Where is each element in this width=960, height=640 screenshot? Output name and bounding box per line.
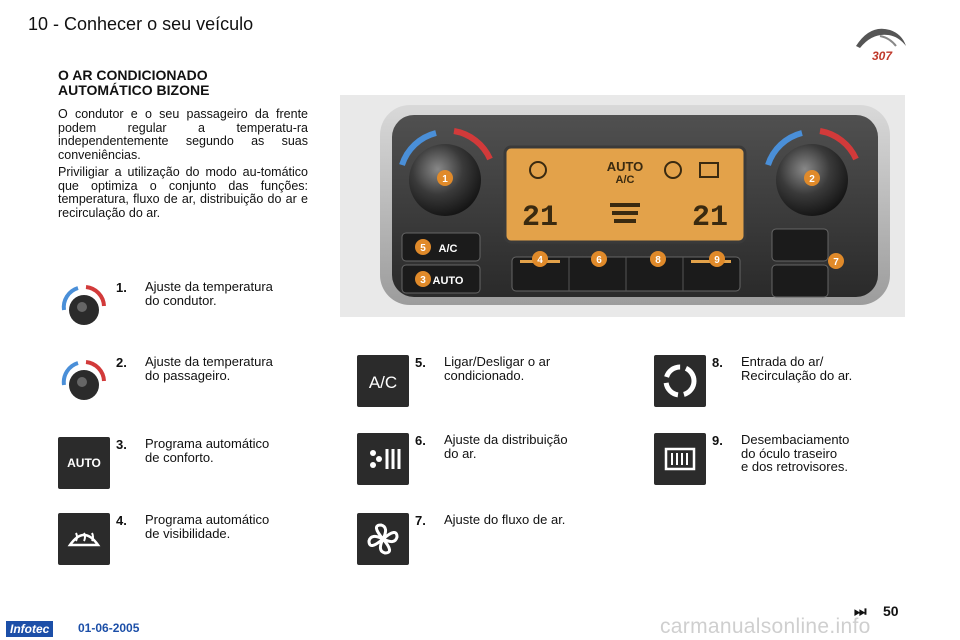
legend-item-2 — [58, 355, 348, 415]
rear-demist-icon — [654, 433, 706, 485]
svg-text:A/C: A/C — [615, 174, 635, 186]
svg-text:AUTO: AUTO — [432, 275, 464, 287]
watermark: carmanualsonline.info — [660, 615, 871, 638]
fan-icon — [357, 513, 409, 565]
item-text: Ajuste do fluxo de ar. — [444, 512, 566, 527]
ac-button-icon — [357, 355, 409, 407]
item-text: Entrada do ar/ Recirculação do ar. — [741, 354, 853, 383]
next-page-icon[interactable]: ⏭ — [854, 603, 867, 619]
item-number: 2. — [116, 355, 127, 370]
item-text: Ligar/Desligar o ar condicionado. — [444, 354, 551, 383]
legend-item-5 — [357, 355, 647, 415]
svg-text:7: 7 — [833, 257, 839, 268]
item-number: 3. — [116, 437, 127, 452]
item-text: Desembaciamento do óculo traseiro e dos retrovisores. — [741, 432, 850, 474]
item-number: 7. — [415, 513, 426, 528]
svg-text:AUTO: AUTO — [606, 159, 644, 174]
item-text: Ajuste da temperatura do condutor. — [145, 279, 273, 308]
print-date: 01-06-2005 — [78, 621, 140, 635]
svg-text:21: 21 — [521, 201, 559, 235]
item-text: Programa automático de conforto. — [145, 436, 270, 465]
svg-text:4: 4 — [537, 255, 543, 266]
legend-item-9 — [654, 433, 944, 493]
page-header-title: 10 - Conhecer o seu veículo — [28, 14, 254, 34]
section-title — [58, 68, 308, 98]
svg-text:A/C: A/C — [438, 243, 458, 255]
legend-item-6 — [357, 433, 647, 493]
svg-text:AUTO: AUTO — [67, 456, 101, 470]
svg-text:6: 6 — [596, 255, 602, 266]
svg-text:1: 1 — [442, 174, 448, 185]
air-distribution-icon — [357, 433, 409, 485]
section-title-line1: O AR CONDICIONADO — [58, 67, 208, 83]
section-title-line2: AUTOMÁTICO BIZONE — [58, 82, 210, 98]
temperature-knob-icon — [58, 280, 110, 332]
climate-control-panel-photo — [340, 95, 905, 317]
svg-text:21: 21 — [691, 201, 729, 235]
auto-button-icon — [58, 437, 110, 489]
legend-item-8 — [654, 355, 944, 415]
svg-text:307: 307 — [872, 49, 893, 63]
infotec-badge: Infotec — [6, 621, 53, 637]
legend-item-3 — [58, 437, 348, 497]
item-number: 6. — [415, 433, 426, 448]
svg-text:8: 8 — [655, 255, 661, 266]
item-number: 1. — [116, 280, 127, 295]
tip-paragraph: Priviligiar a utilização do modo au-tomático que optimiza o conjunto das funções: temperatura, fluxo de ar, distribuição do ar e recirculação do ar. — [58, 165, 308, 220]
item-text: Ajuste da distribuição do ar. — [444, 432, 568, 461]
svg-text:5: 5 — [420, 243, 426, 254]
peugeot-307-logo — [850, 20, 912, 64]
legend-item-1 — [58, 280, 348, 340]
svg-text:A/C: A/C — [368, 373, 398, 392]
svg-text:3: 3 — [420, 275, 426, 286]
item-number: 9. — [712, 433, 723, 448]
item-text: Ajuste da temperatura do passageiro. — [145, 354, 273, 383]
legend-item-4 — [58, 513, 348, 573]
intro-paragraph: O condutor e o seu passageiro da frente podem regular a temperatu-ra independentemente segundo as suas conveniências. — [58, 107, 308, 162]
item-text: Programa automático de visibilidade. — [145, 512, 270, 541]
svg-text:9: 9 — [714, 255, 720, 266]
svg-text:2: 2 — [809, 174, 815, 185]
page-number: 50 — [883, 603, 899, 619]
item-number: 8. — [712, 355, 723, 370]
item-number: 5. — [415, 355, 426, 370]
legend-item-7 — [357, 513, 647, 573]
item-number: 4. — [116, 513, 127, 528]
temperature-knob-icon — [58, 355, 110, 407]
front-demist-icon — [58, 513, 110, 565]
recirculation-icon — [654, 355, 706, 407]
